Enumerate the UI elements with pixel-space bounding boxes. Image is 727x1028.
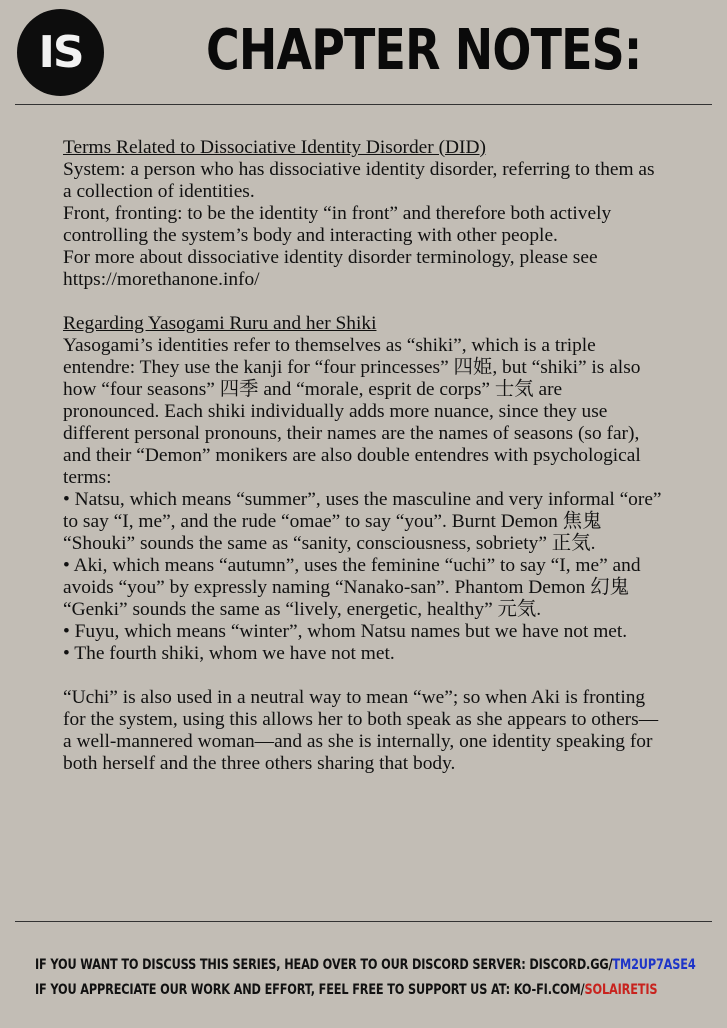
bottom-divider: [15, 921, 712, 922]
footer-discord-text: IF YOU WANT TO DISCUSS THIS SERIES, HEAD OVER TO OUR DISCORD SERVER: DISCORD.GG/: [35, 957, 613, 973]
list-item: • Aki, which means “autumn”, uses the feminine “uchi” to say “I, me” and avoids “you” by expressly naming “Nanako-san”. Phantom Demon 幻鬼 “Genki” sounds the same as “lively, energetic, healthy” 元気.: [63, 555, 641, 620]
paragraph: Front, fronting: to be the identity “in front” and therefore both actively controlling the system’s body and interacting with other people.: [63, 203, 612, 246]
list-item: • Fuyu, which means “winter”, whom Natsu names but we have not met.: [63, 621, 628, 642]
paragraph: Yasogami’s identities refer to themselves as “shiki”, which is a triple entendre: They use the kanji for “four princesses” 四姫, but “shiki” is also how “four seasons” 四季 and “morale, esprit de corps” 士気 are pronounced. Each shiki individually adds more nuance, since they use different personal pronouns, their names are the names of seasons (so far), and their “Demon” monikers are also double entendres with psychological terms:: [63, 335, 641, 488]
footer-kofi-text: IF YOU APPRECIATE OUR WORK AND EFFORT, FEEL FREE TO SUPPORT US AT: KO-FI.COM/: [35, 982, 585, 998]
section-heading-did: Terms Related to Dissociative Identity Disorder (DID): [63, 137, 486, 158]
list-item: • The fourth shiki, whom we have not met.: [63, 643, 395, 664]
discord-link[interactable]: TM2UP7ASE4: [612, 957, 696, 973]
paragraph: System: a person who has dissociative identity disorder, referring to them as a collection of identities.: [63, 159, 655, 202]
top-divider: [15, 104, 712, 105]
closing-paragraph: “Uchi” is also used in a neutral way to mean “we”; so when Aki is fronting for the system, using this allows her to both speak as she appears to others—a well-mannered woman—and as she is internally, one identity speaking for both herself and the three others sharing that body.: [63, 687, 659, 774]
footer-kofi: [35, 982, 658, 998]
logo-text: IS: [38, 27, 83, 78]
page-title: CHAPTER NOTES:: [206, 18, 642, 83]
notes-body: [63, 137, 663, 775]
footer-discord: [35, 957, 696, 973]
list-item: • Natsu, which means “summer”, uses the masculine and very informal “ore” to say “I, me”, and the rude “omae” to say “you”. Burnt Demon 焦鬼 “Shouki” sounds the same as “sanity, consciousness, sobriety” 正気.: [63, 489, 662, 554]
scanlator-logo: [17, 9, 104, 96]
section-heading-shiki: Regarding Yasogami Ruru and her Shiki: [63, 313, 377, 334]
paragraph: For more about dissociative identity disorder terminology, please see https://morethanone.info/: [63, 247, 598, 290]
kofi-link[interactable]: SOLAIRETIS: [584, 982, 658, 998]
